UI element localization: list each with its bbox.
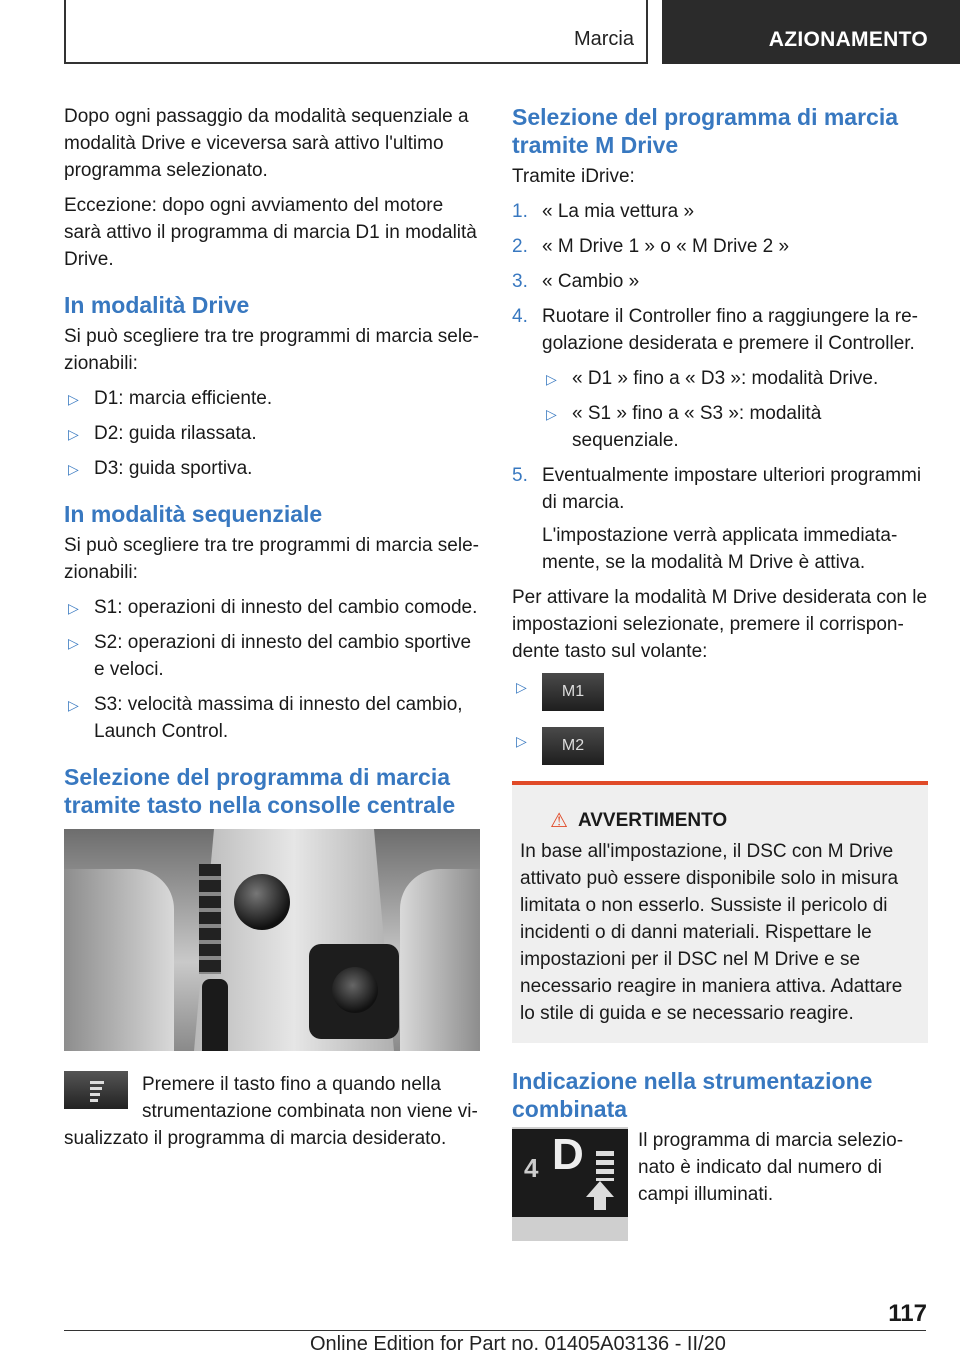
list-item: ▷ D2: guida rilassata. [64, 420, 480, 447]
shift-up-arrow-icon [586, 1181, 614, 1197]
sequential-list [64, 594, 480, 745]
list-item: 4. Ruotare il Controller fino a raggiungere la regolazione desiderata e premere il Controller. ▷ « D1 » fino a « D3 »: modalità Drive. ▷ « S1 » fino a « S3 »: modalità sequenziale. [512, 303, 928, 454]
list-item: ▷ S2: operazioni di innesto del cambio sportive e veloci. [68, 632, 472, 680]
triangle-right-icon: ▷ [516, 733, 527, 749]
console-section [64, 763, 480, 1152]
mdrive-lead: Tramite iDrive: [512, 166, 635, 187]
display-text: Il programma di marcia selezionato è indicato dal numero di campi illuminati. [638, 1130, 904, 1205]
sequential-section [64, 500, 480, 745]
list-item: ▷ D1: marcia efficiente. [64, 385, 480, 412]
list-item: 3. « Cambio » [512, 271, 640, 292]
left-column [64, 103, 480, 1152]
triangle-right-icon: ▷ [68, 635, 79, 651]
mdrive-after: Per attivare la modalità M Drive desiderata con le impostazioni selezionate, premere il corrispondente tasto sul volante: [512, 587, 928, 662]
console-instruction [64, 1071, 480, 1152]
m2-button-icon: M2 [542, 727, 604, 765]
mdrive-steps [512, 198, 928, 576]
console-text: Premere il tasto fino a quando nella strumentazione combinata non viene visualizzato il programma di marcia desiderato. [64, 1074, 478, 1149]
list-item: 1. « La mia vettura » [512, 201, 695, 222]
triangle-right-icon: ▷ [68, 600, 79, 616]
drive-section [64, 291, 480, 482]
m1-button-icon: M1 [542, 673, 604, 711]
header-chapter-box [662, 0, 960, 64]
triangle-right-icon: ▷ [546, 371, 557, 387]
triangle-right-icon: ▷ [68, 426, 79, 442]
triangle-right-icon: ▷ [546, 406, 557, 422]
page-number: 117 [888, 1300, 927, 1327]
instrument-cluster-image [512, 1127, 628, 1241]
list-item: ▷ D3: guida sportiva. [64, 455, 480, 482]
mdrive-buttons [512, 673, 928, 765]
step-5-note: L'impostazione verrà applicata immediatamente, se la modalità M Drive è attiva. [542, 525, 898, 573]
list-item: 2. « M Drive 1 » o « M Drive 2 » [512, 236, 790, 257]
list-item: ▷ S1: operazioni di innesto del cambio comode. [64, 594, 480, 621]
step-4-sublist [542, 365, 928, 454]
list-item: ▷ « S1 » fino a « S3 »: modalità sequenziale. [546, 403, 822, 451]
gear-number: 4 [524, 1153, 539, 1183]
warning-text: In base all'impostazione, il DSC con M Drive attivato può essere disponibile solo in misura limitata o non esserlo. Sussiste il pericolo di incidenti o di danni materiali. Rispettare le impostazioni per il DSC nel M Drive e se necessario reagire in maniera attiva. Adattare lo stile di guida e se necessario reagire. [520, 841, 903, 1024]
drive-title: In modalità Drive [64, 292, 250, 318]
sequential-title: In modalità sequenziale [64, 501, 323, 527]
triangle-right-icon: ▷ [68, 461, 79, 477]
gear-mode: D [552, 1130, 584, 1179]
footer-rule [64, 1330, 926, 1331]
list-item [512, 673, 928, 711]
triangle-right-icon: ▷ [68, 697, 79, 713]
intro-paragraph-2: Eccezione: dopo ogni avviamento del motore sarà attivo il programma di marcia D1 in modalità Drive. [64, 195, 477, 270]
drive-list [64, 385, 480, 482]
sequential-text: Si può scegliere tra tre programmi di marcia selezionabili: [64, 535, 479, 583]
program-bars-icon [596, 1151, 614, 1181]
intro-paragraph-1: Dopo ogni passaggio da modalità sequenziale a modalità Drive e viceversa sarà attivo l'ultimo programma selezionato. [64, 106, 469, 181]
warning-title: AVVERTIMENTO [577, 810, 728, 831]
right-column [512, 103, 928, 1241]
display-section [512, 1127, 928, 1241]
drive-text: Si può scegliere tra tre programmi di marcia selezionabili: [64, 326, 479, 374]
center-console-photo [64, 829, 480, 1051]
header-section-box [64, 0, 648, 64]
footer-edition: Online Edition for Part no. 01405A03136 - II/20 [310, 1333, 726, 1355]
console-title: Selezione del programma di marcia tramite tasto nella consolle centrale [64, 764, 456, 818]
warning-triangle-icon: ⚠ [550, 809, 568, 832]
list-item: ▷ S3: velocità massima di innesto del cambio, Launch Control. [68, 694, 463, 742]
triangle-right-icon: ▷ [68, 391, 79, 407]
warning-box [512, 781, 928, 1043]
triangle-right-icon: ▷ [516, 679, 527, 695]
header-chapter: AZIONAMENTO [768, 28, 928, 51]
list-item: ▷ « D1 » fino a « D3 »: modalità Drive. [542, 365, 928, 392]
display-title: Indicazione nella strumentazione combinata [512, 1068, 873, 1122]
drivelogic-button-icon [64, 1071, 128, 1109]
header-section: Marcia [573, 28, 634, 50]
mdrive-title: Selezione del programma di marcia tramite M Drive [512, 104, 899, 158]
list-item [512, 727, 928, 765]
list-item: 5. Eventualmente impostare ulteriori programmi di marcia. L'impostazione verrà applicata immediatamente, se la modalità M Drive è attiva. [512, 462, 928, 576]
